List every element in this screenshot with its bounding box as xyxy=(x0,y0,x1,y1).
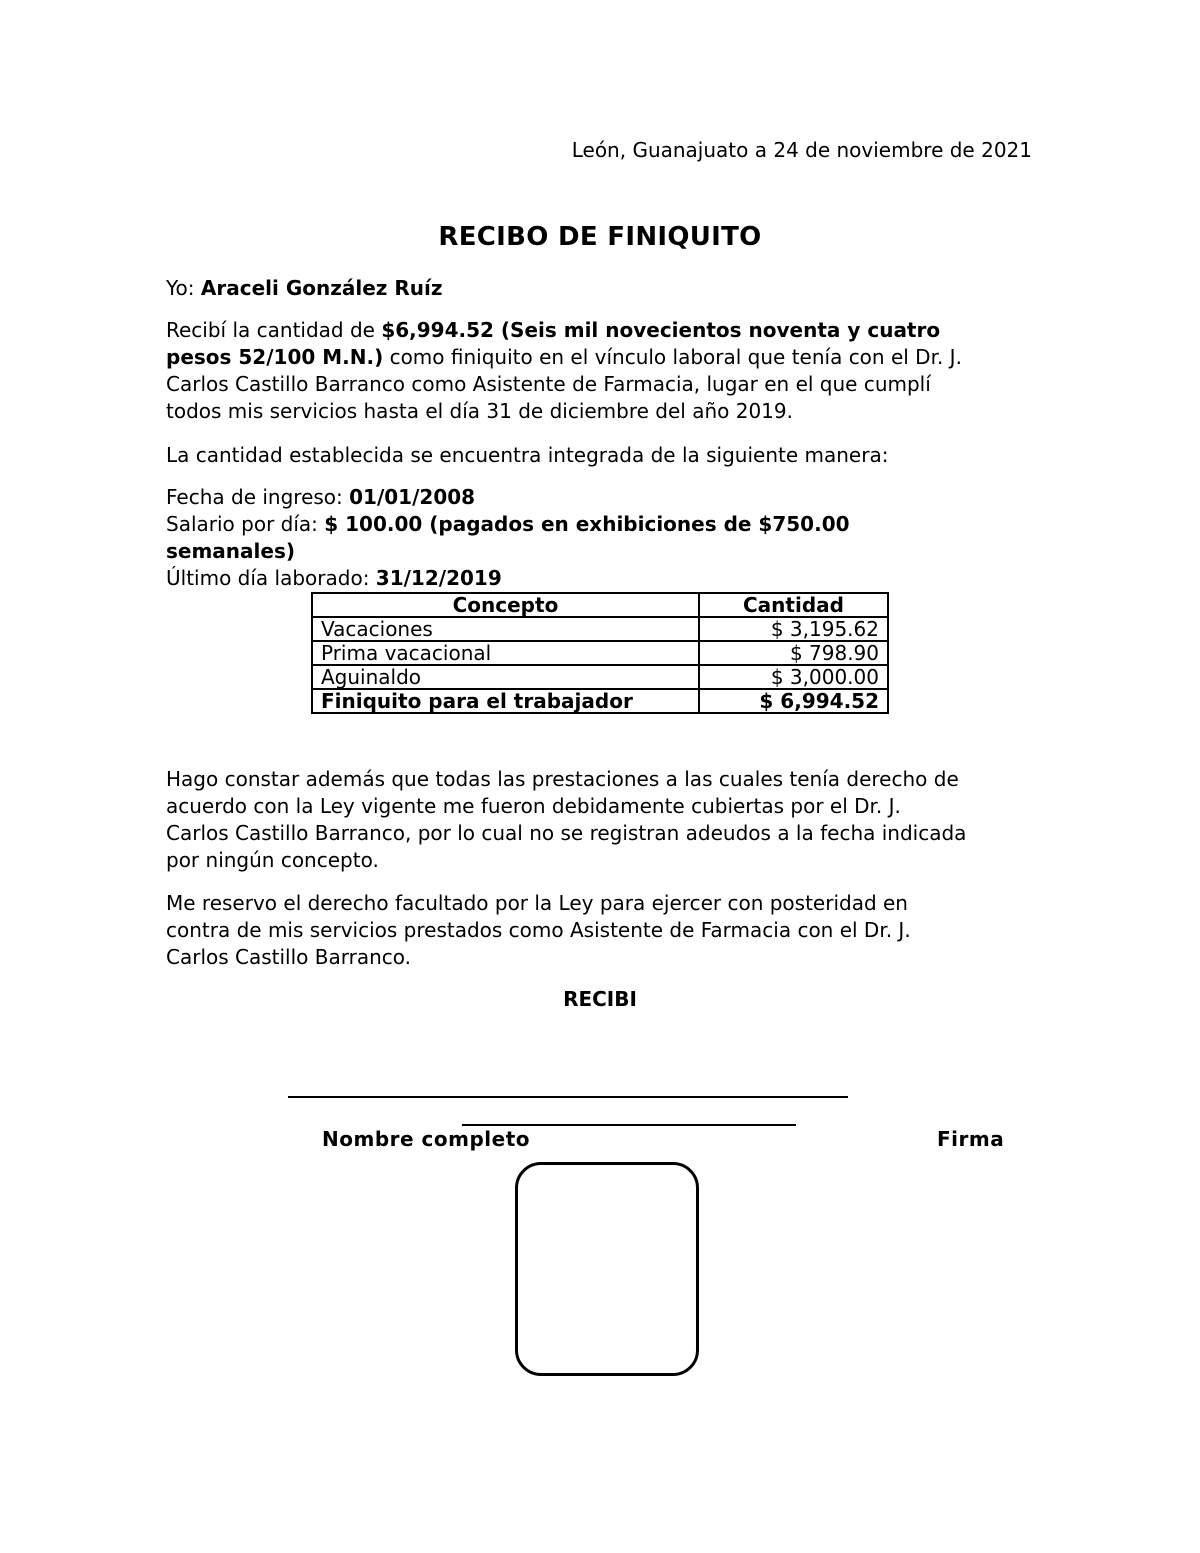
table-row xyxy=(312,665,888,689)
firma-label: Firma xyxy=(937,1127,1005,1151)
received-paragraph xyxy=(166,317,1046,425)
header-concepto: Concepto xyxy=(312,593,699,617)
row-concepto: Prima vacacional xyxy=(312,641,699,665)
salario-value-2: semanales) xyxy=(166,539,296,563)
salario-label: Salario por día: xyxy=(166,512,325,536)
constancia-line-1: Hago constar además que todas las prestaciones a las cuales tenía derecho de xyxy=(166,767,959,791)
integration-text: La cantidad establecida se encuentra integrada de la siguiente manera: xyxy=(166,443,889,467)
reserva-line-2: contra de mis servicios prestados como Asistente de Farmacia con el Dr. J. xyxy=(166,918,911,942)
constancia-paragraph xyxy=(166,766,1046,874)
table-header-row xyxy=(312,593,888,617)
received-line-3: Carlos Castillo Barranco como Asistente de Farmacia, lugar en el que cumplí xyxy=(166,372,931,396)
total-concepto: Finiquito para el trabajador xyxy=(312,689,699,713)
received-rest-2: como finiquito en el vínculo laboral que tenía con el Dr. J. xyxy=(383,345,962,369)
ultimo-label: Último día laborado: xyxy=(166,566,376,590)
document-title: RECIBO DE FINIQUITO xyxy=(438,222,762,252)
row-cantidad: $ 3,000.00 xyxy=(699,665,888,689)
reserva-paragraph xyxy=(166,890,1046,971)
recibi-label: RECIBI xyxy=(563,987,637,1011)
received-amount-1: $6,994.52 (Seis mil novecientos noventa y cuatro xyxy=(381,318,941,342)
concepts-table xyxy=(311,592,889,714)
table-total-row xyxy=(312,689,888,713)
received-line-4: todos mis servicios hasta el día 31 de diciembre del año 2019. xyxy=(166,399,793,423)
table-row xyxy=(312,641,888,665)
header-cantidad: Cantidad xyxy=(699,593,888,617)
details-block xyxy=(166,484,1046,592)
recipient-line xyxy=(166,275,1046,302)
date-line: León, Guanajuato a 24 de noviembre de 2021 xyxy=(571,138,1032,162)
name-signature-line xyxy=(288,1096,848,1098)
row-cantidad: $ 798.90 xyxy=(699,641,888,665)
constancia-line-2: acuerdo con la Ley vigente me fueron debidamente cubiertas por el Dr. J. xyxy=(166,794,901,818)
fecha-value: 01/01/2008 xyxy=(349,485,476,509)
reserva-line-3: Carlos Castillo Barranco. xyxy=(166,945,411,969)
fingerprint-box xyxy=(515,1162,699,1376)
fecha-label: Fecha de ingreso: xyxy=(166,485,350,509)
ultimo-value: 31/12/2019 xyxy=(375,566,502,590)
nombre-completo-label: Nombre completo xyxy=(322,1127,530,1151)
total-cantidad: $ 6,994.52 xyxy=(699,689,888,713)
received-intro: Recibí la cantidad de xyxy=(166,318,382,342)
table-row xyxy=(312,617,888,641)
constancia-line-4: por ningún concepto. xyxy=(166,848,379,872)
firma-signature-line xyxy=(462,1124,796,1126)
recipient-name: Araceli González Ruíz xyxy=(200,276,443,300)
row-cantidad: $ 3,195.62 xyxy=(699,617,888,641)
salario-value-1: $ 100.00 (pagados en exhibiciones de $750.00 xyxy=(324,512,850,536)
reserva-line-1: Me reservo el derecho facultado por la Ley para ejercer con posteridad en xyxy=(166,891,908,915)
constancia-line-3: Carlos Castillo Barranco, por lo cual no se registran adeudos a la fecha indicada xyxy=(166,821,967,845)
received-amount-2: pesos 52/100 M.N.) xyxy=(166,345,384,369)
recipient-prefix: Yo: xyxy=(166,276,201,300)
row-concepto: Aguinaldo xyxy=(312,665,699,689)
row-concepto: Vacaciones xyxy=(312,617,699,641)
